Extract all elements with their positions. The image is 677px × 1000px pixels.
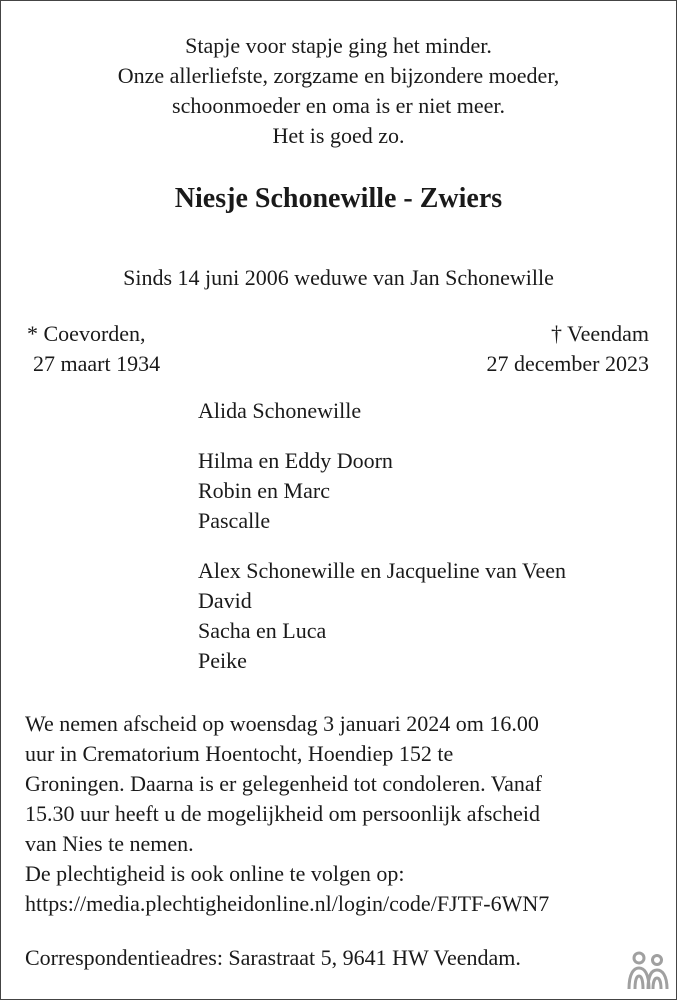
- announcement-line: uur in Crematorium Hoentocht, Hoendiep 152 te: [25, 741, 454, 766]
- family-member: Peike: [198, 648, 247, 673]
- people-icon: [626, 951, 670, 991]
- family-group: [198, 446, 393, 536]
- deceased-name: Niesje Schonewille - Zwiers: [174, 183, 503, 214]
- widow-line: Sinds 14 juni 2006 weduwe van Jan Schonewille: [123, 265, 554, 290]
- birth-date: 27 maart 1934: [33, 351, 161, 376]
- death-date: 27 december 2023: [486, 351, 649, 376]
- death-place: † Veendam: [551, 321, 649, 346]
- verse-line: Onze allerliefste, zorgzame en bijzondere moeder,: [117, 63, 560, 88]
- family-group: [198, 396, 361, 426]
- verse-line: Het is goed zo.: [272, 123, 405, 148]
- birth-place: * Coevorden,: [27, 321, 146, 346]
- family-member: Pascalle: [198, 508, 271, 533]
- verse-line: schoonmoeder en oma is er niet meer.: [172, 93, 505, 118]
- announcement-line: We nemen afscheid op woensdag 3 januari 2024 om 16.00: [25, 711, 539, 736]
- family-member: Sacha en Luca: [198, 618, 327, 643]
- announcement-line: De plechtigheid is ook online te volgen op:: [25, 861, 405, 886]
- correspondence-address: Correspondentieadres: Sarastraat 5, 9641 HW Veendam.: [25, 945, 521, 970]
- family-member: David: [198, 588, 252, 613]
- announcement-line: van Nies te nemen.: [25, 831, 194, 856]
- death-info: [487, 319, 650, 379]
- family-member: Alex Schonewille en Jacqueline van Veen: [198, 558, 566, 583]
- family-member: Robin en Marc: [198, 478, 330, 503]
- family-group: [198, 556, 566, 676]
- family-member: Alida Schonewille: [198, 398, 362, 423]
- verse: [1, 31, 676, 151]
- verse-line: Stapje voor stapje ging het minder.: [185, 33, 492, 58]
- family-member: Hilma en Eddy Doorn: [198, 448, 393, 473]
- announcement: [25, 709, 549, 919]
- birth-info: [27, 319, 160, 379]
- livestream-link[interactable]: https://media.plechtigheidonline.nl/login/code/FJTF-6WN7: [25, 891, 550, 916]
- announcement-line: 15.30 uur heeft u de mogelijkheid om persoonlijk afscheid: [25, 801, 541, 826]
- announcement-line: Groningen. Daarna is er gelegenheid tot condoleren. Vanaf: [25, 771, 543, 796]
